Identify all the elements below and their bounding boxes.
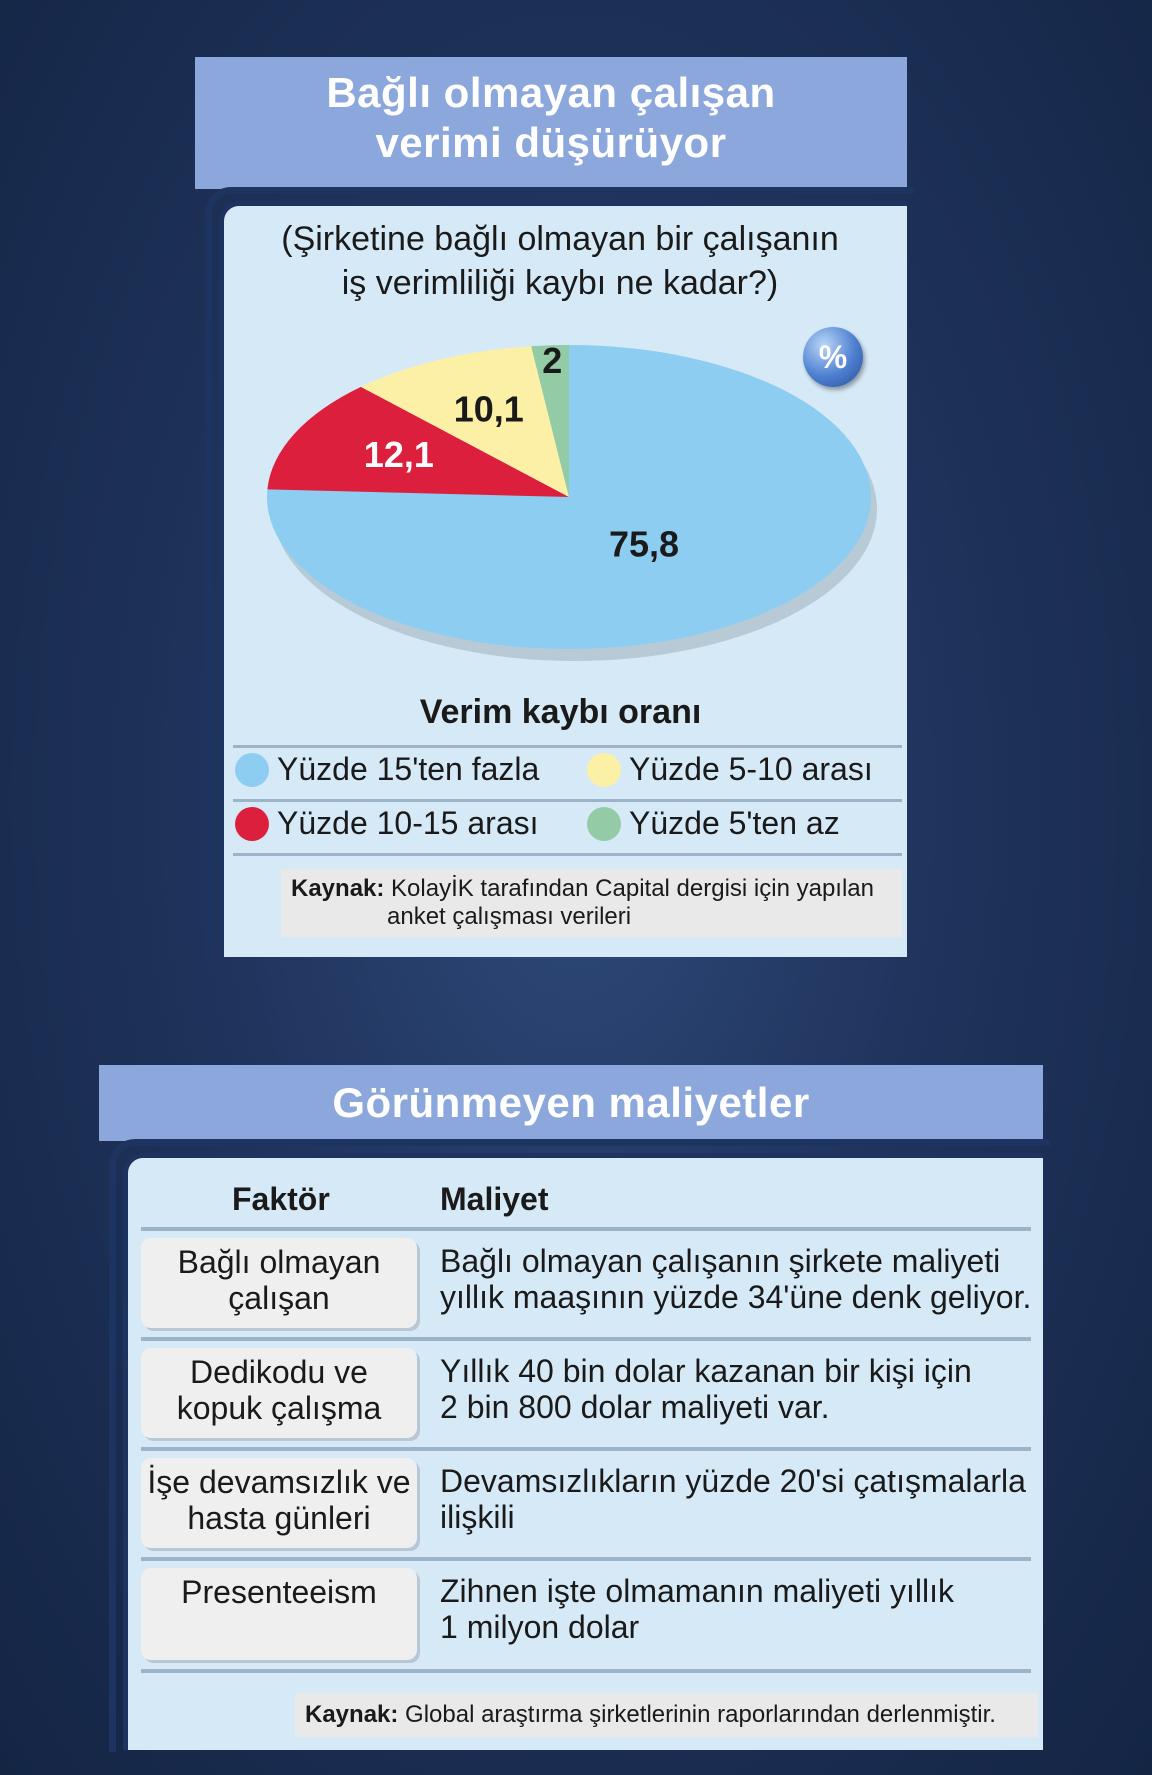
cost-text: yıllık maaşının yüzde 34'üne denk geliyor. <box>440 1279 1032 1315</box>
cost-cell <box>440 1243 1031 1315</box>
chart-header <box>195 57 907 189</box>
legend-label: Yüzde 5'ten az <box>629 805 840 841</box>
legend-item-5-10 <box>587 751 873 788</box>
chart-panel <box>195 57 907 952</box>
question-line1: (Şirketine bağlı olmayan bir çalışanın <box>281 220 839 258</box>
costs-source <box>295 1693 1038 1737</box>
factor-text: Presenteeism <box>181 1574 377 1610</box>
cost-cell <box>440 1353 972 1425</box>
legend-label: Yüzde 15'ten fazla <box>277 751 540 787</box>
factor-text: Bağlı olmayan <box>177 1244 381 1280</box>
legend-divider <box>233 745 902 748</box>
factor-text: hasta günleri <box>187 1500 371 1536</box>
legend-swatch <box>235 753 269 787</box>
factor-cell <box>141 1238 417 1328</box>
source-text: KolayİK tarafından Capital dergisi için yapılan <box>384 875 874 902</box>
cost-text: Zihnen işte olmamanın maliyeti yıllık <box>440 1573 954 1609</box>
legend-title: Verim kaybı oranı <box>419 693 702 731</box>
legend-swatch <box>587 807 621 841</box>
source-label: Kaynak: <box>291 875 385 902</box>
factor-text: Dedikodu ve <box>190 1354 368 1390</box>
factor-text: çalışan <box>228 1280 330 1316</box>
chart-source <box>281 869 902 937</box>
legend-divider <box>233 799 902 802</box>
factor-cell <box>141 1348 417 1438</box>
costs-header <box>99 1065 1043 1141</box>
factor-text: kopuk çalışma <box>176 1390 382 1426</box>
row-divider <box>141 1557 1031 1561</box>
legend-item-10-15 <box>235 805 539 842</box>
percent-badge: % <box>803 327 863 387</box>
legend-swatch <box>235 807 269 841</box>
legend-label: Yüzde 5-10 arası <box>629 751 873 787</box>
header-divider <box>141 1227 1031 1231</box>
costs-title: Görünmeyen maliyetler <box>332 1079 810 1126</box>
legend-item-below-5 <box>587 805 840 842</box>
row-divider <box>141 1669 1031 1673</box>
pie-value-label: 12,1 <box>363 434 434 476</box>
pie-value-label: 10,1 <box>453 388 524 430</box>
row-divider <box>141 1337 1031 1341</box>
legend-divider <box>233 853 902 856</box>
factor-text: İşe devamsızlık ve <box>147 1464 411 1500</box>
factor-cell <box>141 1458 417 1548</box>
cost-text: ilişkili <box>440 1499 515 1535</box>
cost-text: Yıllık 40 bin dolar kazanan bir kişi için <box>440 1353 972 1389</box>
cost-text: Bağlı olmayan çalışanın şirkete maliyeti <box>440 1243 1001 1279</box>
pie-value-label: 75,8 <box>608 523 680 565</box>
column-header-factor: Faktör <box>232 1181 330 1217</box>
cost-text: 2 bin 800 dolar maliyeti var. <box>440 1389 830 1425</box>
legend-label: Yüzde 10-15 arası <box>277 805 539 841</box>
chart-title-line1: Bağlı olmayan çalışan <box>326 69 776 116</box>
row-divider <box>141 1447 1031 1451</box>
cost-text: 1 milyon dolar <box>440 1609 640 1645</box>
cost-cell <box>440 1463 1026 1535</box>
source-text-2: anket çalışması verileri <box>387 903 632 930</box>
source-text: Global araştırma şirketlerinin raporlarından derlenmiştir. <box>398 1701 996 1728</box>
legend-swatch <box>587 753 621 787</box>
pie-chart <box>195 327 907 727</box>
cost-cell <box>440 1573 954 1645</box>
source-label: Kaynak: <box>305 1701 399 1728</box>
cost-text: Devamsızlıkların yüzde 20'si çatışmalarla <box>440 1463 1026 1499</box>
factor-cell <box>141 1568 417 1660</box>
costs-panel <box>99 1065 1043 1745</box>
question-line2: iş verimliliği kaybı ne kadar?) <box>341 264 779 302</box>
column-header-cost: Maliyet <box>440 1181 549 1217</box>
chart-title-line2: verimi düşürüyor <box>375 119 727 166</box>
pie-value-label: 2 <box>542 340 563 382</box>
legend-item-above-15 <box>235 751 539 788</box>
